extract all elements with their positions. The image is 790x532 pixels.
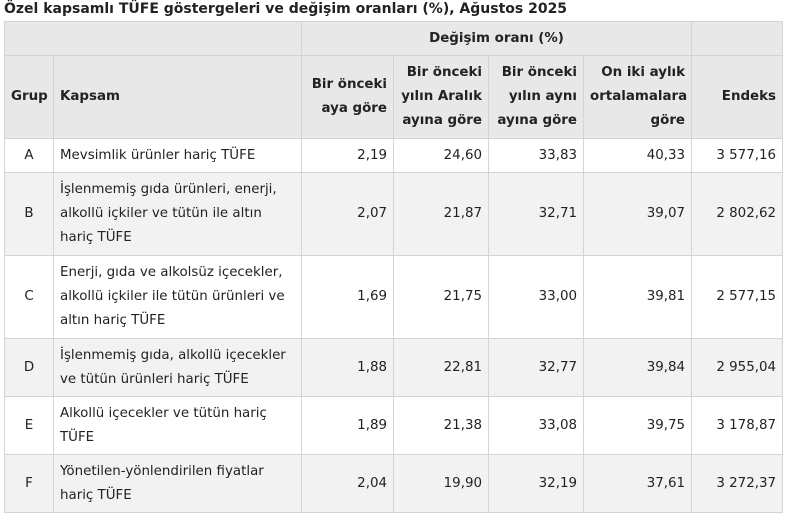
row-twelve-month-average: 39,07 xyxy=(584,173,692,256)
row-endeks: 3 178,87 xyxy=(692,397,783,455)
header-annual-change: Bir önceki yılın aynı ayına göre xyxy=(489,56,584,139)
row-grup: F xyxy=(5,455,54,513)
row-grup: D xyxy=(5,339,54,397)
row-twelve-month-average: 39,75 xyxy=(584,397,692,455)
table-row xyxy=(5,455,783,513)
row-december-change: 24,60 xyxy=(394,139,489,173)
row-grup: A xyxy=(5,139,54,173)
row-twelve-month-average: 39,81 xyxy=(584,256,692,339)
row-twelve-month-average: 37,61 xyxy=(584,455,692,513)
row-monthly-change: 2,07 xyxy=(302,173,394,256)
row-annual-change: 33,83 xyxy=(489,139,584,173)
row-grup: C xyxy=(5,256,54,339)
row-december-change: 21,38 xyxy=(394,397,489,455)
row-annual-change: 33,08 xyxy=(489,397,584,455)
header-spacer-right xyxy=(692,22,783,56)
row-kapsam: Alkollü içecekler ve tütün hariç TÜFE xyxy=(54,397,302,455)
row-monthly-change: 1,88 xyxy=(302,339,394,397)
table-row xyxy=(5,256,783,339)
row-december-change: 21,75 xyxy=(394,256,489,339)
row-annual-change: 33,00 xyxy=(489,256,584,339)
row-grup: E xyxy=(5,397,54,455)
cpi-indicators-table xyxy=(4,21,783,513)
row-grup: B xyxy=(5,173,54,256)
row-kapsam: İşlenmemiş gıda, alkollü içecekler ve tütün ürünleri hariç TÜFE xyxy=(54,339,302,397)
row-endeks: 3 272,37 xyxy=(692,455,783,513)
table-caption: Özel kapsamlı TÜFE göstergeleri ve değişim oranları (%), Ağustos 2025 xyxy=(4,1,568,17)
header-endeks: Endeks xyxy=(692,56,783,139)
table-row xyxy=(5,173,783,256)
row-annual-change: 32,77 xyxy=(489,339,584,397)
row-endeks: 2 577,15 xyxy=(692,256,783,339)
row-monthly-change: 1,89 xyxy=(302,397,394,455)
header-kapsam: Kapsam xyxy=(54,56,302,139)
header-grup: Grup xyxy=(5,56,54,139)
row-december-change: 21,87 xyxy=(394,173,489,256)
table-row xyxy=(5,397,783,455)
row-kapsam: İşlenmemiş gıda ürünleri, enerji, alkollü içkiler ve tütün ile altın hariç TÜFE xyxy=(54,173,302,256)
row-endeks: 2 955,04 xyxy=(692,339,783,397)
row-endeks: 2 802,62 xyxy=(692,173,783,256)
row-december-change: 19,90 xyxy=(394,455,489,513)
row-kapsam: Enerji, gıda ve alkolsüz içecekler, alkollü içkiler ile tütün ürünleri ve altın hariç TÜFE xyxy=(54,256,302,339)
header-twelve-month-average: On iki aylık ortalamalara göre xyxy=(584,56,692,139)
header-spacer-left xyxy=(5,22,302,56)
row-december-change: 22,81 xyxy=(394,339,489,397)
row-twelve-month-average: 40,33 xyxy=(584,139,692,173)
row-endeks: 3 577,16 xyxy=(692,139,783,173)
header-december-change: Bir önceki yılın Aralık ayına göre xyxy=(394,56,489,139)
row-monthly-change: 1,69 xyxy=(302,256,394,339)
table-row xyxy=(5,339,783,397)
table-row xyxy=(5,139,783,173)
row-monthly-change: 2,19 xyxy=(302,139,394,173)
row-annual-change: 32,19 xyxy=(489,455,584,513)
row-twelve-month-average: 39,84 xyxy=(584,339,692,397)
row-monthly-change: 2,04 xyxy=(302,455,394,513)
header-monthly-change: Bir önceki aya göre xyxy=(302,56,394,139)
row-kapsam: Mevsimlik ürünler hariç TÜFE xyxy=(54,139,302,173)
header-change-rate-group: Değişim oranı (%) xyxy=(302,22,692,56)
row-annual-change: 32,71 xyxy=(489,173,584,256)
row-kapsam: Yönetilen-yönlendirilen fiyatlar hariç TÜFE xyxy=(54,455,302,513)
